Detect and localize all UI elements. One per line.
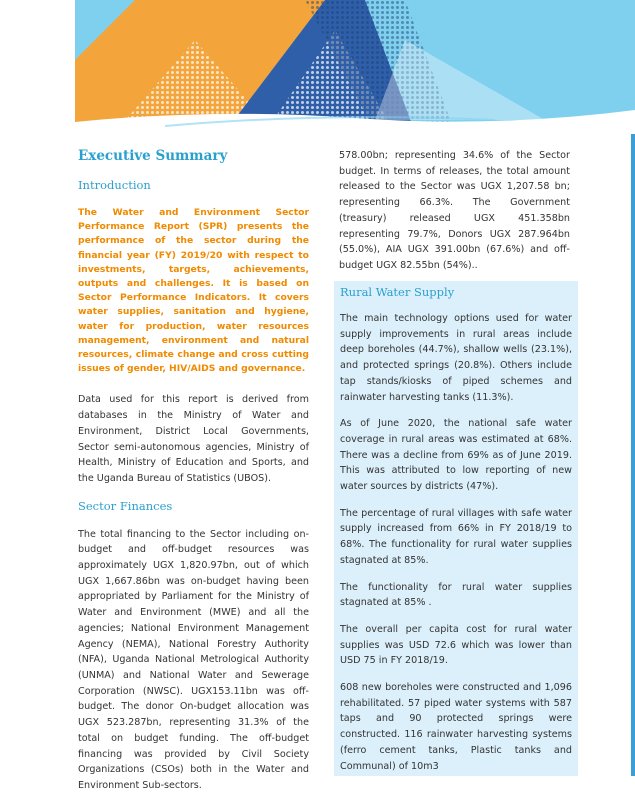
page-title: Executive Summary <box>78 148 228 164</box>
rural-paragraph: The overall per capita cost for rural water supplies was USD 72.6 which was lower than USD 75 in FY 2018/19. <box>340 623 572 667</box>
right-column <box>339 148 570 286</box>
rural-paragraph: The functionality for rural water supplies stagnated at 85% . <box>340 581 572 609</box>
rural-paragraph: 608 new boreholes were constructed and 1,096 rehabilitated. 57 piped water systems with 587 taps and 90 protected springs were constructed. 116 rainwater harvesting systems (ferro cement tanks, Plastic tanks and Communal) of 10m3 <box>340 682 572 772</box>
rural-paragraph: As of June 2020, the national safe water coverage in rural areas was estimated at 68%. There was a decline from 69% as of June 2019. This was attributed to low reporting of new water sources by districts (47%). <box>340 418 572 493</box>
rural-water-supply-heading: Rural Water Supply <box>340 285 455 299</box>
left-column <box>78 146 309 806</box>
rural-water-supply-panel <box>334 281 578 776</box>
page-edge-bar <box>631 134 635 776</box>
cover-artwork <box>75 0 635 132</box>
introduction-heading: Introduction <box>78 178 151 192</box>
finances-continued-paragraph: 578.00bn; representing 34.6% of the Sector budget. In terms of releases, the total amount released to the Sector was UGX 1,207.58 bn; representing 66.3%. The Government (treasury) released UGX 451.358bn representing 79.7%, Donors UGX 287.964bn (55.0%), AIA UGX 391.00bn (67.6%) and off-budget UGX 82.55bn (54%).. <box>339 150 570 271</box>
rural-paragraph: The main technology options used for water supply improvements in rural areas include deep boreholes (44.7%), shallow wells (23.1%), and protected springs (20.8%). Others include tap stands/kiosks of piped schemes and rainwater harvesting tanks (11.3%). <box>340 313 572 403</box>
introduction-lead-paragraph: The Water and Environment Sector Performance Report (SPR) presents the performance of the sector during the financial year (FY) 2019/20 with respect to investments, targets, achievements, outputs and challenges. It is based on Sector Performance Indicators. It covers water supplies, sanitation and hygiene, water for production, water resources management, environment and natural resources, climate change and cross cutting issues of gender, HIV/AIDS and governance. <box>78 207 309 375</box>
sector-finances-paragraph: The total financing to the Sector including on-budget and off-budget resources was approximately UGX 1,820.97bn, out of which UGX 1,667.86bn was on-budget having been appropriated by Parliament for the Ministry of Water and Environment (MWE) and all the agencies; National Environment Management Agency (NEMA), National Forestry Authority (NFA), Uganda National Metrological Authority (UNMA) and National Water and Sewerage Corporation (NWSC). UGX153.11bn was off-budget. The donor On-budget allocation was UGX 523.287bn, representing 31.3% of the total on budget funding. The off-budget financing was provided by Civil Society Organizations (CSOs) both in the Water and Environment Sub-sectors. <box>78 528 309 791</box>
data-sources-paragraph: Data used for this report is derived from databases in the Ministry of Water and Environment, District Local Governments, Sector semi-autonomous agencies, Ministry of Health, Ministry of Education and Sports, and the Uganda Bureau of Statistics (UBOS). <box>78 394 309 484</box>
halftone-pyramid-graphic <box>75 0 635 132</box>
sector-finances-heading: Sector Finances <box>78 498 173 513</box>
rural-paragraph: The percentage of rural villages with safe water supply increased from 66% in FY 2018/19 to 68%. The functionality for rural water supplies stagnated at 85%. <box>340 507 572 566</box>
